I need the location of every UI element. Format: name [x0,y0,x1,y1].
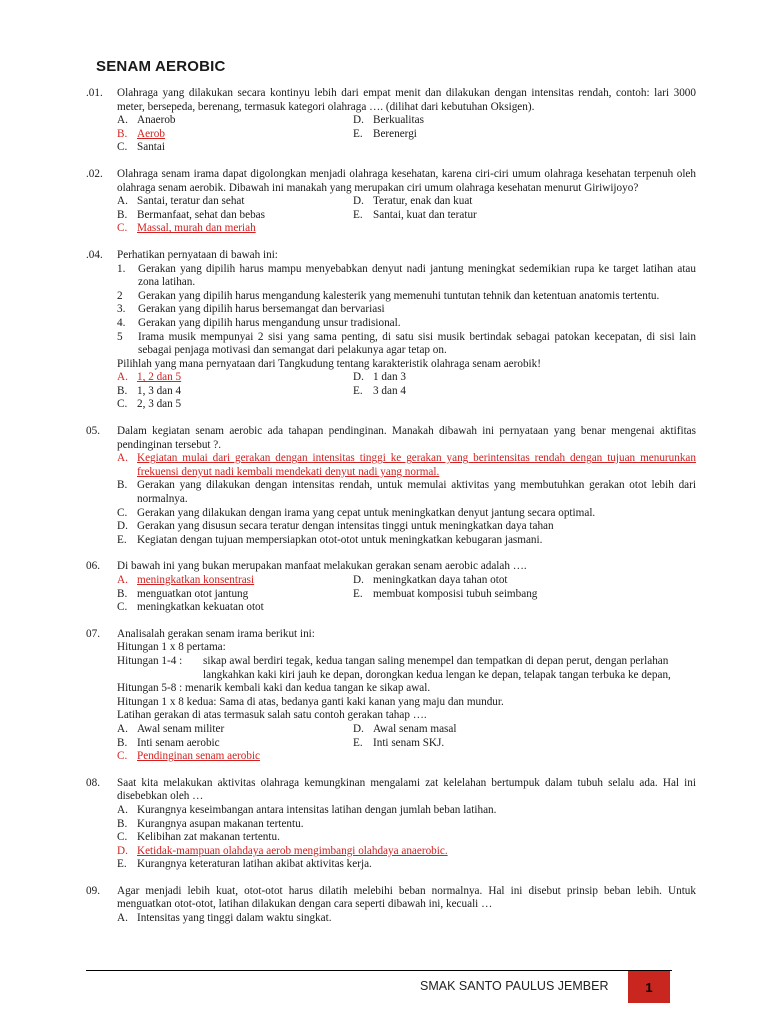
statement-item: 3. Gerakan yang dipilih harus bersemangat dan bervariasi [117,303,385,316]
option-c: C. Kelibihan zat makanan tertentu. [117,831,280,844]
question-04 [86,249,696,412]
option-b: B. Kurangnya asupan makanan tertentu. [117,817,304,830]
option-d: D. Awal senam masal [353,722,457,735]
option-d-answer: D. Ketidak-mampuan olahdaya aerob mengimbangi olahdaya anaerobic. [117,844,448,857]
question-text: Saat kita melakukan aktivitas olahraga kemungkinan mengalami zat kelelahan bertumpuk dalam tubuh selalu ada. Hal ini disebebkan oleh … [117,776,696,803]
option-e: E. Kegiatan dengan tujuan mempersiapkan otot-otot untuk meningkatkan kebugaran jasmani. [117,533,543,546]
option-c: C. meningkatkan kekuatan otot [117,601,264,614]
count-detail: Hitungan 5-8 : menarik kembali kaki dan kedua tangan ke sikap awal. [117,682,431,695]
option-a: A. Intensitas yang tinggi dalam waktu singkat. [117,912,332,925]
option-a: A. Kurangnya keseimbangan antara intensitas latihan dengan jumlah beban latihan. [117,803,497,816]
count-heading: Hitungan 1 x 8 pertama: [117,641,226,654]
option-e: E. Kurangnya keteraturan latihan akibat aktivitas kerja. [117,858,372,871]
option-c: C. 2, 3 dan 5 [117,398,182,411]
options [86,723,696,764]
question-number: 09. [86,884,100,897]
question-01 [86,87,696,155]
option-b: B. Gerakan yang dilakukan dengan intensitas rendah, untuk memulai aktivitas yang membutuhkan gerakan otot lebih dari normalnya. [117,479,696,506]
options [86,371,696,412]
statement-item: 4. Gerakan yang dipilih harus mengandung unsur tradisional. [117,316,401,329]
question-text: Analisalah gerakan senam irama berikut ini: [117,627,315,640]
statement-item: 5 Irama musik mempunyai 2 sisi yang sama penting, di satu sisi musik bertindak sebagai patokan kecepatan, di sisi lain sebagai penjaga motivasi dan semangat dari pelakunya agar tetap on. [117,330,696,357]
option-a-answer: A. meningkatkan konsentrasi [117,574,255,586]
option-e: E. Inti senam SKJ. [353,736,445,749]
question-06 [86,560,696,614]
options [86,912,696,926]
footer-divider [86,970,672,971]
option-d: D. meningkatkan daya tahan otot [353,574,508,586]
question-prompt: Latihan gerakan di atas termasuk salah satu contoh gerakan tahap …. [117,709,427,722]
question-number: .01. [86,87,103,99]
question-07 [86,628,696,764]
question-list [86,87,696,926]
option-c-answer: C. Massal, murah dan meriah [117,222,256,235]
options [86,804,696,872]
question-number: 08. [86,776,100,789]
question-number: 05. [86,425,100,438]
question-text: Dalam kegiatan senam aerobic ada tahapan pendinginan. Manakah dibawah ini pernyataan yang benar mengenai aktifitas pendinginan tersebut ?. [117,425,696,451]
option-b: B. Bermanfaat, sehat dan bebas [117,208,265,221]
count-detail: Hitungan 1 x 8 kedua: Sama di atas, bedanya ganti kaki kanan yang maju dan mundur. [117,695,504,708]
option-a-answer: A. 1, 2 dan 5 [117,371,182,384]
options [86,195,696,236]
option-d: D. Gerakan yang disusun secara teratur dengan intensitas tinggi untuk meningkatkan daya tahan [117,520,554,533]
page-title: SENAM AEROBIC [96,58,226,75]
question-number: 07. [86,627,100,640]
option-c-answer: C. Pendinginan senam aerobic [117,750,261,763]
option-a: A. Santai, teratur dan sehat [117,195,245,208]
question-text: Perhatikan pernyataan di bawah ini: [117,248,278,261]
page-number: 1 [645,979,653,995]
question-text: Agar menjadi lebih kuat, otot-otot harus dilatih melebihi beban normalnya. Hal ini disebut prinsip beban lebih. Untuk menguatkan otot-otot, latihan dilakukan dengan cara seperti dibawah ini, kecuali … [117,884,696,911]
question-prompt: Pilihlah yang mana pernyataan dari Tangkudung tentang karakteristik olahraga senam aerobik! [117,357,541,370]
option-c: C. Gerakan yang dilakukan dengan irama yang cepat untuk meningkatkan denyut jantung secara optimal. [117,506,596,519]
question-number: .04. [86,248,103,261]
question-number: .02. [86,167,103,180]
question-08 [86,777,696,872]
question-02 [86,168,696,236]
option-b: B. Inti senam aerobic [117,736,220,749]
footer-school-name: SMAK SANTO PAULUS JEMBER [420,979,609,993]
question-text: Olahraga yang dilakukan secara kontinyu lebih dari empat menit dan dilakukan dengan intensitas rendah, contoh: lari 3000 meter, bersepeda, berenang, termasuk kategori olahraga …. (dilihat dari kebutuhan Oksigen). [117,87,696,113]
options [86,114,696,155]
option-a-answer: A. Kegiatan mulai dari gerakan dengan intensitas tinggi ke gerakan yang berintensitas rendah dengan tujuan menurunkan frekuensi denyut nadi kembali mendekati denyut nadi yang normal. [117,452,696,478]
question-05 [86,425,696,547]
option-c: C. Santai [117,141,165,154]
question-text: Di bawah ini yang bukan merupakan manfaat melakukan gerakan senam aerobic adalah …. [117,560,527,573]
statement-list [86,263,696,358]
option-b: B. 1, 3 dan 4 [117,384,182,397]
options [86,574,696,615]
options [86,452,696,547]
option-b: B. menguatkan otot jantung [117,587,249,600]
option-e: E. membuat komposisi tubuh seimbang [353,587,538,600]
option-d: D. 1 dan 3 [353,371,406,384]
statement-item: 2 Gerakan yang dipilih harus mengandung kalesterik yang memenuhi tuntutan tehnik dan ketentuan anatomis tertentu. [117,289,660,302]
count-detail: Hitungan 1-4 : sikap awal berdiri tegak, kedua tangan saling menempel dan tempatkan di depan perut, dengan perlahan langkahkan kaki kiri jauh ke depan, dorongkan kedua lengan ke depan, telapak tangan terbuka ke depan, [117,654,671,681]
option-d: D. Teratur, enak dan kuat [353,195,473,208]
question-number: 06. [86,560,100,573]
option-b-answer: B. Aerob [117,127,165,140]
page-number-badge [628,971,670,1003]
option-a: A. Awal senam militer [117,722,225,735]
option-e: E. 3 dan 4 [353,384,406,397]
option-e: E. Berenergi [353,127,417,140]
option-d: D. Berkualitas [353,114,424,127]
question-text: Olahraga senam irama dapat digolongkan menjadi olahraga kesehatan, karena ciri-ciri umum olahraga kesehatan terpenuh oleh olahraga senam aerobik. Dibawah ini manakah yang merupakan ciri umum olahraga kesehatan menurut Giriwijoyo? [117,167,696,194]
option-a: A. Anaerob [117,114,176,127]
question-09 [86,885,696,926]
option-e: E. Santai, kuat dan teratur [353,208,477,221]
statement-item: 1. Gerakan yang dipilih harus mampu menyebabkan denyut nadi jantung meningkat sedemikian rupa ke target latihan atau zona latihan. [117,262,696,289]
